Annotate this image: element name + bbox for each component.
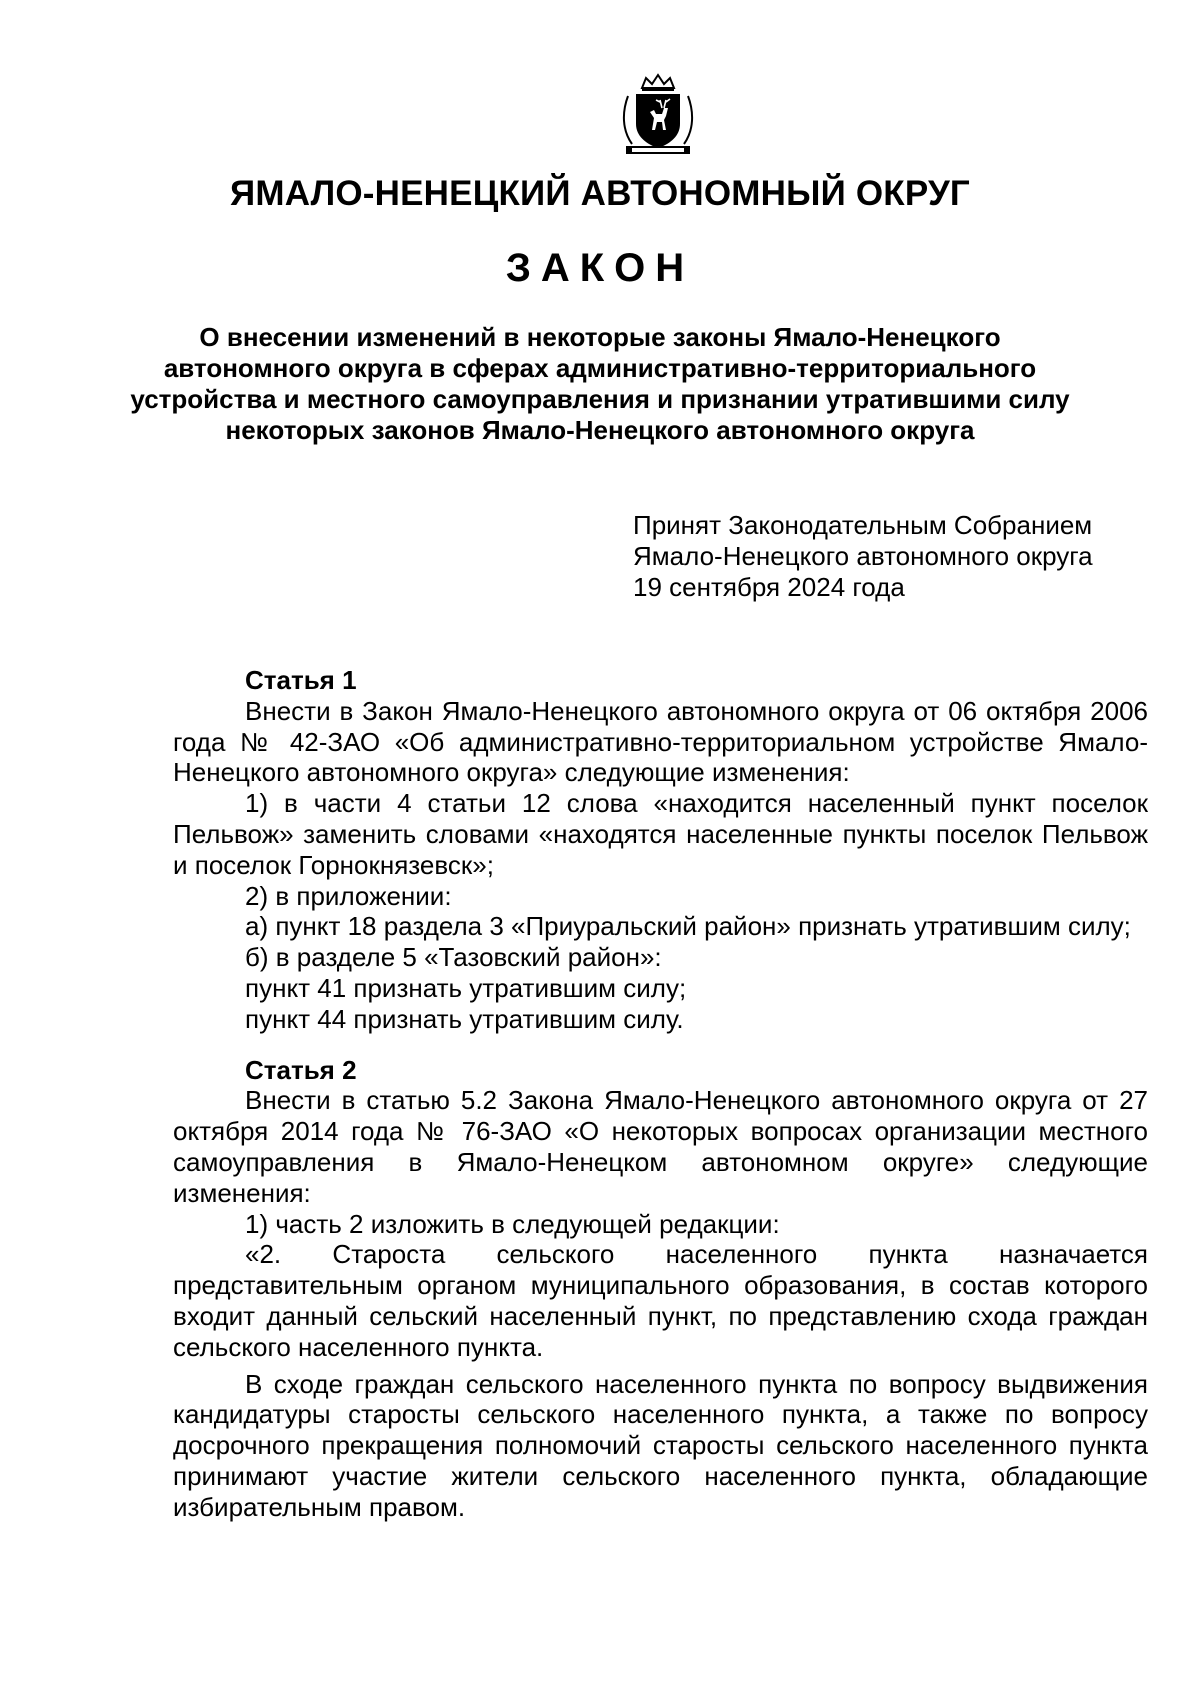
- law-body: [173, 665, 1148, 1523]
- adoption-line-2: Ямало-Ненецкого автономного округа: [633, 541, 1093, 571]
- article-1-item-2b-point-41: пункт 41 признать утратившим силу;: [245, 972, 687, 1003]
- region-title: ЯМАЛО-НЕНЕЦКИЙ АВТОНОМНЫЙ ОКРУГ: [230, 174, 970, 213]
- article-2-intro: Внести в статью 5.2 Закона Ямало-Ненецкого автономного округа от 27 октября 2014 года № 76-ЗАО «О некоторых вопросах организации местного самоуправления в Ямало-Ненецком автономном округе» следующие изменения:: [173, 1085, 1148, 1208]
- adoption-line-1: Принят Законодательным Собранием: [633, 510, 1093, 540]
- coat-of-arms-emblem: [618, 72, 698, 158]
- article-1-intro: Внести в Закон Ямало-Ненецкого автономного округа от 06 октября 2006 года № 42-ЗАО «Об административно-территориальном устройстве Ямало-Ненецкого автономного округа» следующие изменения:: [173, 695, 1148, 788]
- article-2-quote-2: В сходе граждан сельского населенного пункта по вопросу выдвижения кандидатуры старосты сельского населенного пункта, а также по вопросу досрочного прекращения полномочий старосты сельского населенного пункта принимают участие жители сельского населенного пункта, обладающие избирательным правом.: [173, 1368, 1148, 1522]
- article-1-item-2b-point-44: пункт 44 признать утратившим силу.: [245, 1003, 684, 1034]
- article-1-item-2: 2) в приложении:: [245, 880, 452, 911]
- article-1-heading: Статья 1: [245, 665, 357, 695]
- article-1-item-1: 1) в части 4 статьи 12 слова «находится населенный пункт поселок Пельвож» заменить словами «находятся населенные пункты поселок Пельвож и поселок Горнокнязевск»;: [173, 788, 1148, 880]
- document-type-heading: ЗАКОН: [505, 246, 695, 290]
- article-1-item-2a: а) пункт 18 раздела 3 «Приуральский район» признать утратившим силу;: [245, 911, 1131, 942]
- article-1-item-2b: б) в разделе 5 «Тазовский район»:: [245, 942, 662, 973]
- adoption-note: [633, 510, 1173, 603]
- article-2-item-1: 1) часть 2 изложить в следующей редакции:: [245, 1208, 780, 1239]
- article-2-heading: Статья 2: [245, 1054, 357, 1085]
- law-subject-title: О внесении изменений в некоторые законы Ямало-Ненецкого автономного округа в сферах административно-территориального устройства и местного самоуправления и признании утратившими силу некоторых законов Ямало-Ненецкого автономного округа: [130, 322, 1070, 445]
- adoption-date: 19 сентября 2024 года: [633, 572, 905, 602]
- article-2-quote-1: «2. Староста сельского населенного пункта назначается представительным органом муниципального образования, в состав которого входит данный сельский населенный пункт, по представлению схода граждан сельского населенного пункта.: [173, 1239, 1148, 1362]
